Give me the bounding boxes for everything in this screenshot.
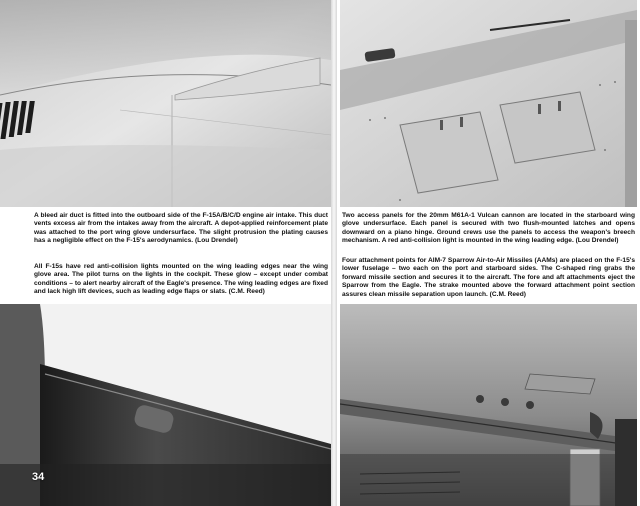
caption-collision-lights: All F-15s have red anti-collision lights mounted on the wing leading edges near the wing glove area. The pilot turns on the lights in the cockpit. These glow – except under combat conditions – to alert nearby aircraft of the Eagle's presence. The wing leading edges are fixed and lack high lift devices, such as leading edge flaps or slats. (C.M. Reed): [34, 263, 328, 296]
right-page: [337, 0, 640, 506]
caption-sparrow-attachment-points: Four attachment points for AIM-7 Sparrow Air-to-Air Missiles (AAMs) are placed on the F-15's lower fuselage – two each on the port and starboard sides. The C-shaped ring grabs the forward missile section and secures it to the aircraft. The fore and aft attachments eject the Sparrow from the Eagle. The strake mounted above the forward attachment point section assures clean missile separation upon launch. (C.M. Reed): [342, 257, 635, 298]
photo-intake-bleed-duct: [0, 0, 331, 207]
photo-sparrow-attachment-points: [340, 304, 637, 506]
photo-cannon-access-panels: [340, 0, 637, 207]
caption-cannon-access-panels: Two access panels for the 20mm M61A-1 Vulcan cannon are located in the starboard wing glove undersurface. Each panel is secured with two flush-mounted latches and opens downward on a piano hinge. Ground crews use the panels to access the weapon's breech mechanism. A red anti-collision light is mounted in the wing leading edge. (Lou Drendel): [342, 212, 635, 245]
page-number: 34: [32, 471, 45, 483]
photo-wing-leading-edge-light: [0, 304, 331, 506]
caption-intake-bleed-duct: A bleed air duct is fitted into the outboard side of the F-15A/B/C/D engine air intake. This duct vents excess air from the intakes away from the aircraft. A depot-applied reinforcement plate was attached to the port wing glove undersurface. The slight protrusion the plating causes has a negligible effect on the F-15's aerodynamics. (Lou Drendel): [34, 212, 328, 245]
